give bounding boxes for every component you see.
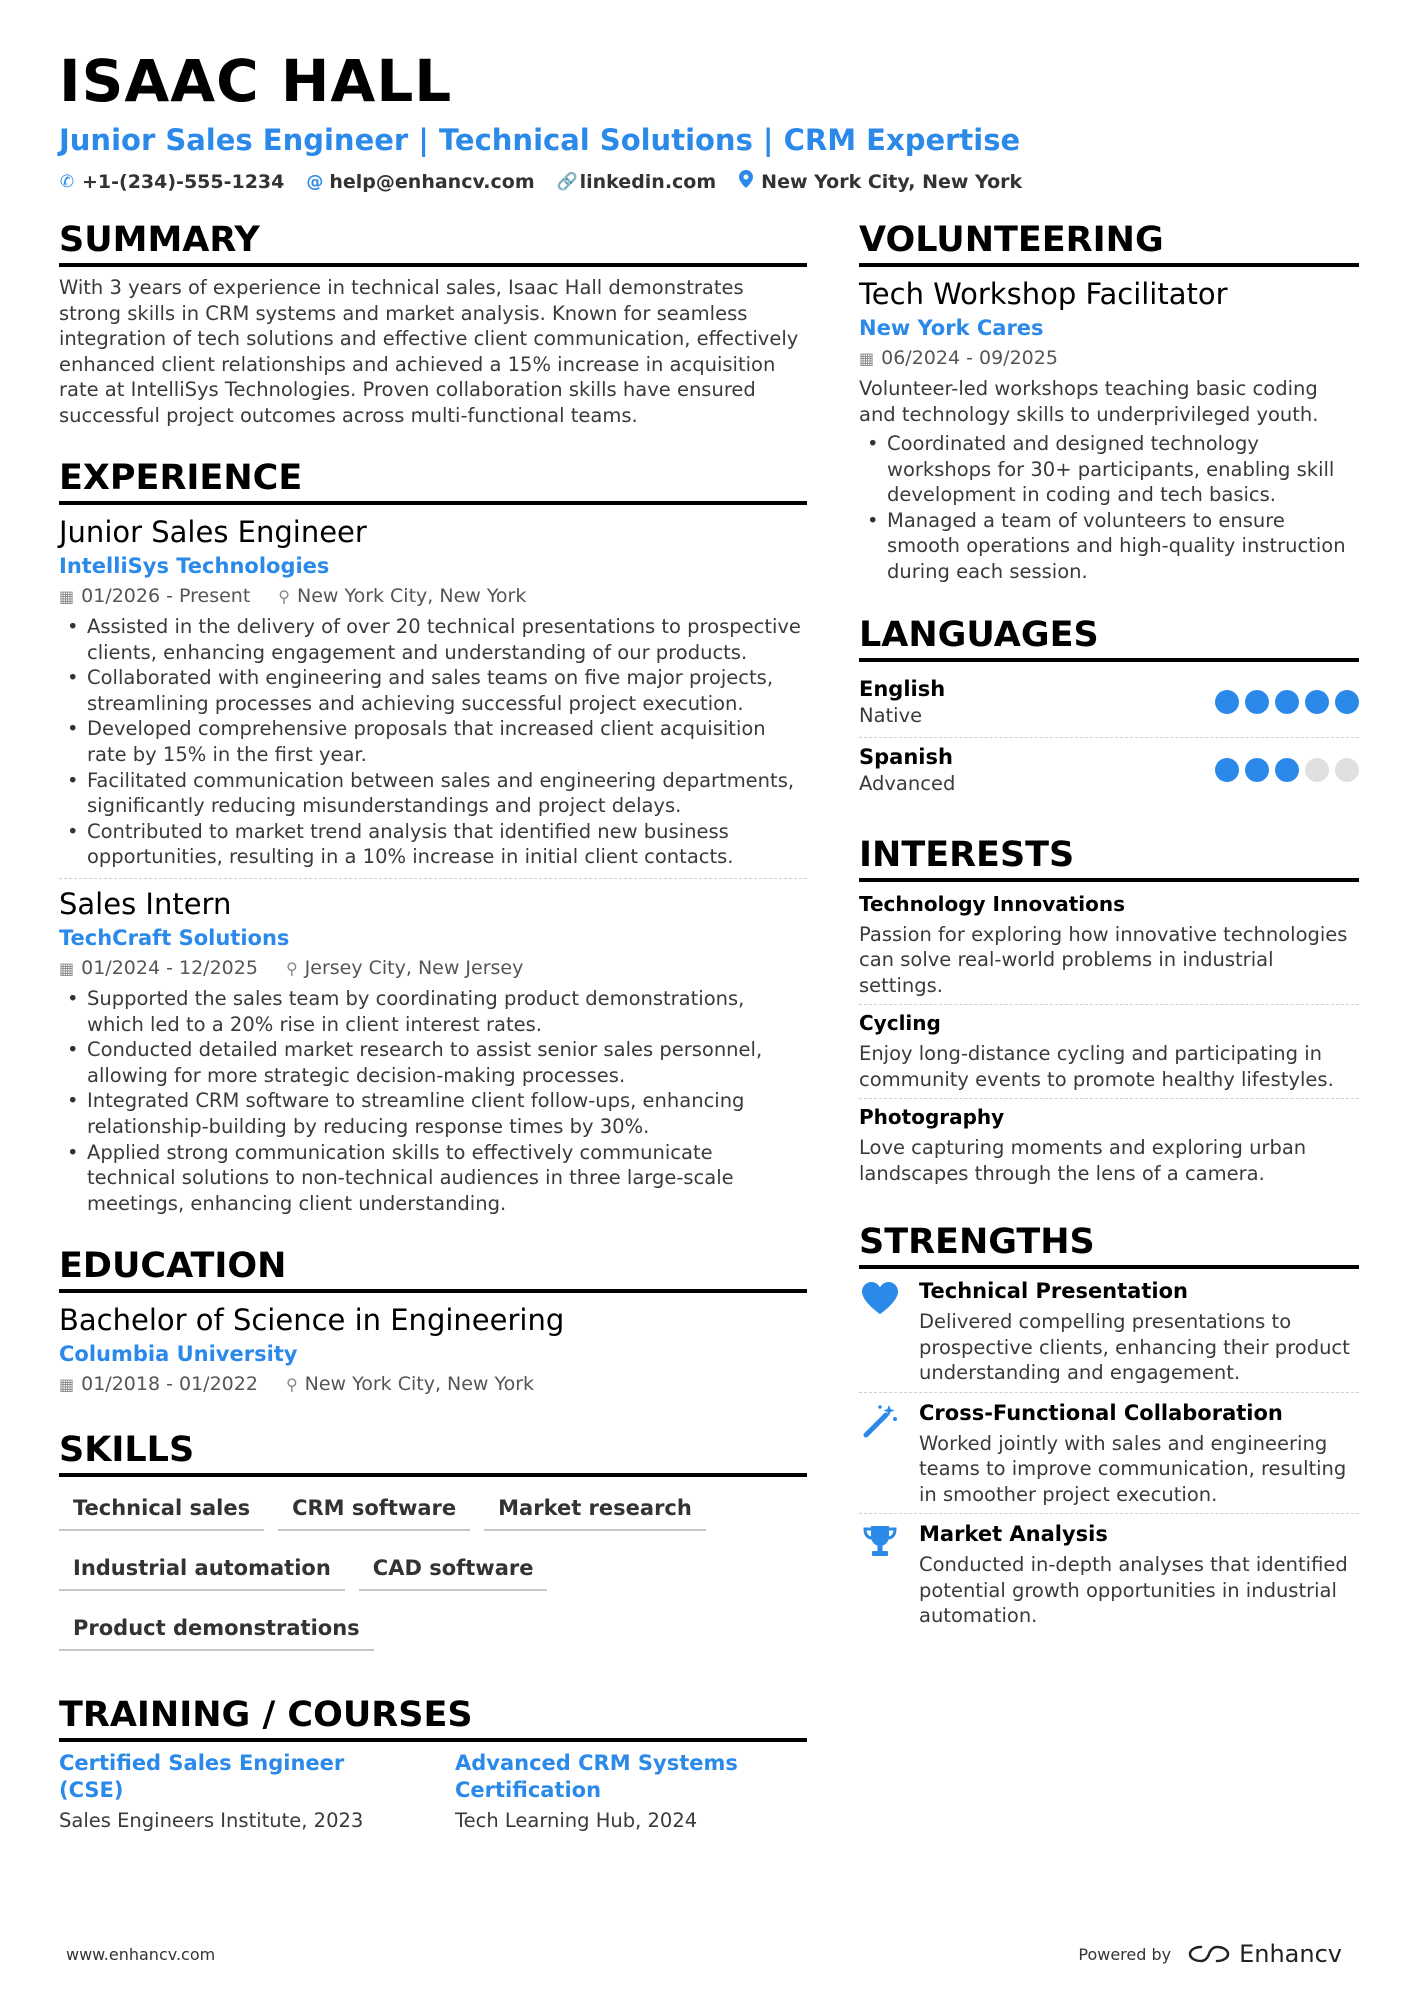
location-pin-icon: ⚲ [285,1375,298,1395]
strength-item [859,1399,1359,1514]
education-location: New York City, New York [304,1373,535,1396]
candidate-name: ISAAC HALL [59,47,453,115]
skill-tag: CAD software [359,1545,548,1591]
strengths-section [859,1220,1359,1635]
brand-logo[interactable] [1187,1940,1342,1968]
summary-section [59,218,807,428]
skill-tag: Product demonstrations [59,1605,374,1651]
phone-text: +1-(234)-555-1234 [82,170,285,193]
trophy-icon [859,1520,901,1635]
footer [66,1940,1342,1968]
location-pin-icon: ⚲ [278,587,290,606]
experience-section [59,456,807,1216]
rating-dot-filled [1215,690,1239,714]
degree: Bachelor of Science in Engineering [59,1303,565,1338]
interests-heading: INTERESTS [859,833,1359,882]
rating-dot-filled [1275,690,1299,714]
rating-dot-filled [1245,758,1269,782]
skills-heading: SKILLS [59,1428,807,1477]
skills-list [59,1485,807,1665]
training-heading: TRAINING / COURSES [59,1693,807,1742]
rating-dot-empty [1305,758,1329,782]
language-name: Spanish [859,744,953,769]
header [59,46,1359,193]
list-item: • Contributed to market trend analysis that identified new business opportunities, resulting in a 10% increase in initial client contacts. [59,819,807,870]
list-item: • Integrated CRM software to streamline client follow-ups, enhancing relationship-building by reducing response times by 30%. [59,1088,807,1139]
education-heading: EDUCATION [59,1244,807,1293]
interest-title: Cycling [859,1011,941,1036]
education-meta [59,1369,807,1400]
strength-description: Worked jointly with sales and engineering teams to improve communication, resulting in smoother project execution. [919,1431,1347,1506]
divider [859,1098,1359,1099]
interest-description: Passion for exploring how innovative technologies can solve real-world problems in industrial settings. [859,922,1348,997]
volunteer-description: Volunteer-led workshops teaching basic coding and technology skills to underprivileged youth. [859,377,1319,426]
strength-title: Cross-Functional Collaboration [919,1400,1283,1425]
interest-item [859,890,1359,1005]
job-dates: 01/2024 - 12/2025 [81,956,258,979]
volunteer-org: New York Cares [859,316,1044,340]
volunteering-section [859,218,1359,585]
summary-text: With 3 years of experience in technical sales, Isaac Hall demonstrates strong skills in CRM systems and market analysis. Known for seamless integration of tech solutions and effective client communication, effectively enhanced client relationships and achieved a 15% increase in acquisition rate at IntelliSys Technologies. Proven collaboration skills have ensured successful project outcomes across multi-functional teams. [59,276,799,427]
course-detail: Tech Learning Hub, 2024 [455,1809,698,1833]
training-section [59,1693,807,1836]
skills-section [59,1428,807,1665]
job-title: Sales Intern [59,886,232,921]
strength-item [859,1277,1359,1392]
list-item: • Assisted in the delivery of over 20 technical presentations to prospective clients, enhancing engagement and understanding of our products. [59,614,807,665]
link-icon: 🔗 [556,171,578,192]
calendar-icon: ▦ [59,587,75,606]
job-company: IntelliSys Technologies [59,554,330,578]
language-rating [1215,690,1359,714]
list-item: • Collaborated with engineering and sales teams on five major projects, streamlining processes and achieving successful project execution. [59,665,807,716]
rating-dot-empty [1335,758,1359,782]
strength-description: Conducted in-depth analyses that identified potential growth opportunities in industrial automation. [919,1553,1348,1628]
job-meta [59,953,807,984]
divider [859,1004,1359,1005]
interest-title: Photography [859,1105,1005,1130]
powered-by-label: Powered by [1078,1944,1172,1964]
strength-title: Market Analysis [919,1522,1108,1547]
volunteer-meta [859,343,1359,374]
languages-section [859,613,1359,805]
list-item: • Developed comprehensive proposals that increased client acquisition rate by 15% in the first year. [59,716,807,767]
email-text: help@enhancv.com [329,170,535,193]
rating-dot-filled [1245,690,1269,714]
phone-icon: ✆ [59,171,75,192]
list-item: • Managed a team of volunteers to ensure smooth operations and high-quality instruction during each session. [859,508,1359,585]
calendar-icon: ▦ [859,349,875,368]
job-bullets [59,986,807,1216]
location-pin-icon: ⚲ [285,958,298,978]
job-entry [59,513,807,870]
enhancv-logo-icon [1187,1943,1231,1965]
language-rating [1215,758,1359,782]
right-column [859,218,1359,1663]
education-dates: 01/2018 - 01/2022 [81,1373,258,1396]
job-location: Jersey City, New Jersey [304,956,524,979]
strength-description: Delivered compelling presentations to prospective clients, enhancing their product understanding and engagement. [919,1310,1350,1385]
powered-by [1078,1940,1342,1968]
heart-icon [859,1277,901,1392]
magic-wand-icon [859,1399,901,1514]
calendar-icon: ▦ [59,1375,75,1395]
school: Columbia University [59,1342,298,1367]
candidate-headline: Junior Sales Engineer | Technical Solutions | CRM Expertise [59,123,1021,157]
languages-heading: LANGUAGES [859,613,1359,662]
linkedin-text: linkedin.com [579,170,717,193]
job-title: Junior Sales Engineer [59,515,367,549]
rating-dot-filled [1305,690,1329,714]
contact-phone[interactable] [59,171,284,193]
volunteer-bullets [859,431,1359,585]
interest-title: Technology Innovations [859,891,1126,916]
job-location: New York City, New York [297,585,527,607]
skill-tag: CRM software [278,1485,470,1531]
divider [59,878,807,879]
strength-title: Technical Presentation [919,1279,1188,1304]
course-detail: Sales Engineers Institute, 2023 [59,1809,364,1833]
contact-location [738,170,1022,193]
calendar-icon: ▦ [59,958,75,978]
course-item [59,1750,399,1836]
list-item: • Supported the sales team by coordinating product demonstrations, which led to a 20% rise in client interest rates. [59,986,807,1037]
list-item: • Facilitated communication between sales and engineering departments, significantly reducing misunderstandings and project delays. [59,768,807,819]
brand-name: Enhancv [1239,1940,1342,1968]
education-section [59,1244,807,1400]
summary-heading: SUMMARY [59,218,807,267]
language-level: Native [859,703,923,727]
interests-section [859,833,1359,1193]
strengths-heading: STRENGTHS [859,1220,1359,1269]
rating-dot-filled [1275,758,1299,782]
strength-item [859,1520,1359,1635]
volunteering-heading: VOLUNTEERING [859,218,1359,267]
language-item [859,670,1359,737]
job-dates: 01/2026 - Present [81,585,251,607]
interest-description: Love capturing moments and exploring urban landscapes through the lens of a camera. [859,1136,1307,1185]
interest-description: Enjoy long-distance cycling and participating in community events to promote healthy lifestyles. [859,1042,1334,1091]
volunteer-dates: 06/2024 - 09/2025 [881,347,1058,369]
skill-tag: Technical sales [59,1485,264,1531]
volunteer-role: Tech Workshop Facilitator [859,277,1228,311]
interest-item [859,1009,1359,1098]
rating-dot-filled [1215,758,1239,782]
location-text: New York City, New York [761,170,1023,193]
course-item [455,1750,795,1836]
courses-list [59,1750,807,1836]
list-item: • Conducted detailed market research to assist senior sales personnel, allowing for more strategic decision-making processes. [59,1037,807,1088]
job-company: TechCraft Solutions [59,925,290,950]
language-item [859,738,1359,805]
rating-dot-filled [1335,690,1359,714]
contact-bar [59,170,1359,193]
language-name: English [859,676,946,701]
contact-email[interactable] [306,171,534,193]
job-bullets [59,614,807,870]
interest-item [859,1103,1359,1192]
footer-website[interactable]: www.enhancv.com [66,1944,216,1964]
skill-tag: Market research [484,1485,706,1531]
course-title: Advanced CRM Systems Certification [455,1751,738,1803]
job-entry [59,885,807,1216]
list-item: • Applied strong communication skills to effectively communicate technical solutions to non-technical audiences in three large-scale meetings, enhancing client understanding. [59,1140,807,1217]
divider [859,1392,1359,1393]
experience-heading: EXPERIENCE [59,456,807,505]
location-pin-icon [738,170,754,193]
at-icon: @ [306,171,324,192]
contact-linkedin[interactable] [557,171,717,193]
divider [859,1513,1359,1514]
list-item: • Coordinated and designed technology workshops for 30+ participants, enabling skill development in coding and tech basics. [859,431,1359,508]
language-level: Advanced [859,771,956,795]
left-column [59,218,807,1864]
skill-tag: Industrial automation [59,1545,345,1591]
job-meta [59,581,807,612]
course-title: Certified Sales Engineer (CSE) [59,1751,345,1803]
